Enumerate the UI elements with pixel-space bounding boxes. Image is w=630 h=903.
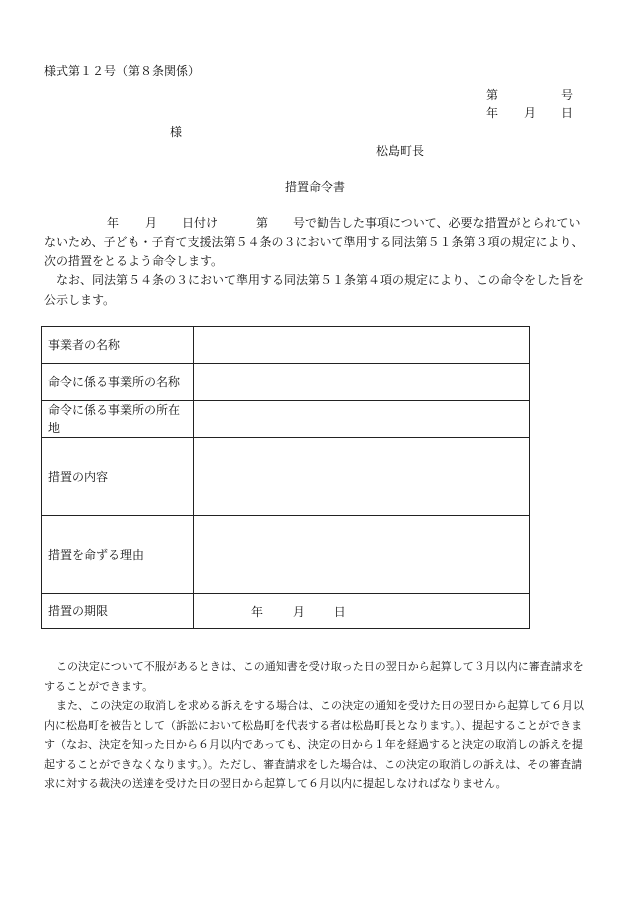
table-row bbox=[42, 516, 530, 594]
ref-number-text: 号で勧告した事項について、必要な措置がとられてい bbox=[293, 216, 581, 230]
row-label-facility-address: 命令に係る事業所の所在地 bbox=[42, 401, 194, 438]
note-paragraph-1: この決定について不服があるときは、この通知書を受け取った日の翌日から起算して３月以内に審査請求をすることができます。 bbox=[44, 660, 584, 693]
table-row bbox=[42, 438, 530, 516]
row-value-reason bbox=[194, 516, 530, 594]
table-row bbox=[42, 594, 530, 629]
order-details-table bbox=[41, 326, 530, 629]
body-line-3: 次の措置をとるよう命令します。 bbox=[44, 254, 224, 268]
row-value-business-name bbox=[194, 327, 530, 364]
table-row bbox=[42, 401, 530, 438]
deadline-day: 日 bbox=[333, 604, 346, 619]
row-label-deadline: 措置の期限 bbox=[42, 594, 194, 629]
row-value-deadline bbox=[194, 594, 530, 629]
deadline-year: 年 bbox=[251, 604, 264, 619]
body-paragraph-2: なお、同法第５４条の３において準用する同法第５１条第４項の規定により、この命令をした旨を公示します。 bbox=[44, 273, 585, 307]
note-paragraph-2: また、この決定の取消しを求める訴えをする場合は、この決定の通知を受けた日の翌日から起算して６月以内に松島町を被告として（訴訟において松島町を代表する者は松島町長となります。）、提起することができます（なお、決定を知った日から６月以内であっても、決定の日から１年を経過すると決定の取消しの訴えを提起することができなくなります。）。ただし、審査請求をした場合は、この決定の取消しの訴えは、その審査請求に対する裁決の送達を受けた日の翌日から起算して６月以内に提起しなければなりません。 bbox=[44, 699, 584, 790]
deadline-month: 月 bbox=[292, 604, 305, 619]
doc-number-dai: 第 bbox=[486, 88, 499, 102]
form-number: 様式第１２号（第８条関係） bbox=[44, 64, 201, 78]
row-label-measure-content: 措置の内容 bbox=[42, 438, 194, 516]
row-label-business-name: 事業者の名称 bbox=[42, 327, 194, 364]
issue-date-day: 日 bbox=[561, 106, 574, 120]
issue-date-month: 月 bbox=[524, 106, 537, 120]
document-title: 措置命令書 bbox=[285, 180, 346, 194]
doc-number-gou: 号 bbox=[561, 88, 574, 102]
table-row bbox=[42, 327, 530, 364]
issuer: 松島町長 bbox=[376, 144, 425, 158]
ref-date-day: 日付け bbox=[182, 216, 219, 230]
ref-date-year: 年 bbox=[107, 216, 120, 230]
recipient-suffix: 様 bbox=[170, 125, 183, 139]
table-row bbox=[42, 364, 530, 401]
row-value-facility-name bbox=[194, 364, 530, 401]
row-value-measure-content bbox=[194, 438, 530, 516]
issue-date-year: 年 bbox=[486, 106, 499, 120]
row-label-reason: 措置を命ずる理由 bbox=[42, 516, 194, 594]
body-line-2: ないため、子ども・子育て支援法第５４条の３において準用する同法第５１条第３項の規定により、 bbox=[44, 235, 584, 249]
ref-date-month: 月 bbox=[145, 216, 158, 230]
row-value-facility-address bbox=[194, 401, 530, 438]
ref-number-dai: 第 bbox=[256, 216, 269, 230]
row-label-facility-name: 命令に係る事業所の名称 bbox=[42, 364, 194, 401]
